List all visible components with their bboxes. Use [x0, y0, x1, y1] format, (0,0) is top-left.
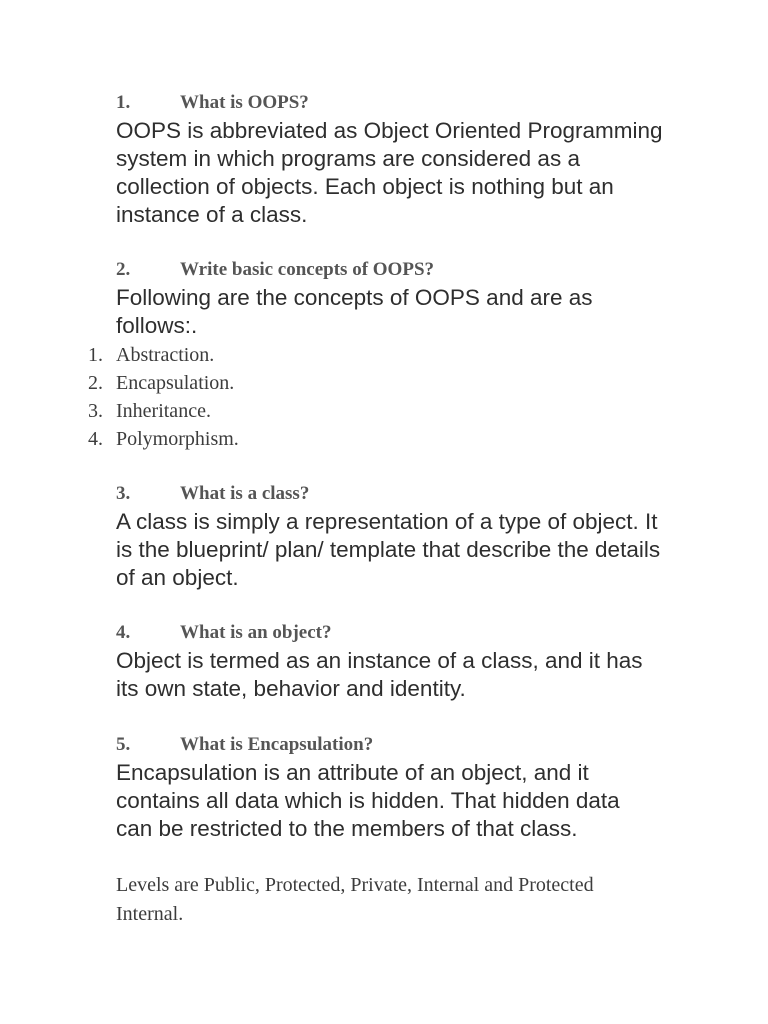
question-heading-1	[116, 92, 309, 114]
answer-paragraph-1: OOPS is abbreviated as Object Oriented Programming system in which programs are considered as a collection of objects. Each object is nothing but an instance of a class.	[116, 118, 663, 227]
list-marker: 2.	[88, 372, 103, 394]
list-marker: 3.	[88, 400, 103, 422]
question-text: What is Encapsulation?	[180, 734, 374, 755]
concepts-list	[88, 341, 239, 453]
list-item	[88, 341, 239, 369]
list-item	[88, 397, 239, 425]
question-number: 1.	[116, 92, 131, 113]
list-item-text: Encapsulation.	[116, 372, 235, 394]
answer-paragraph-2: Following are the concepts of OOPS and are as follows:.	[116, 285, 593, 338]
answer-paragraph-4: Object is termed as an instance of a class, and it has its own state, behavior and identity.	[116, 648, 643, 701]
access-levels-note: Levels are Public, Protected, Private, Internal and Protected Internal.	[116, 874, 594, 925]
list-item	[88, 369, 239, 397]
question-text: Write basic concepts of OOPS?	[180, 259, 435, 280]
question-number: 3.	[116, 483, 131, 504]
list-marker: 4.	[88, 428, 103, 450]
question-heading-2	[116, 259, 434, 281]
question-text: What is OOPS?	[180, 92, 309, 113]
list-marker: 1.	[88, 344, 103, 366]
answer-paragraph-3: A class is simply a representation of a type of object. It is the blueprint/ plan/ template that describe the details of an object.	[116, 509, 661, 590]
question-number: 2.	[116, 259, 131, 280]
question-heading-4	[116, 622, 331, 644]
question-text: What is a class?	[180, 483, 310, 504]
question-number: 5.	[116, 734, 131, 755]
question-number: 4.	[116, 622, 131, 643]
question-heading-5	[116, 734, 373, 756]
list-item-text: Inheritance.	[116, 400, 211, 422]
question-heading-3	[116, 483, 309, 505]
answer-paragraph-5: Encapsulation is an attribute of an object, and it contains all data which is hidden. That hidden data can be restricted to the members of that class.	[116, 760, 620, 841]
list-item-text: Polymorphism.	[116, 428, 239, 450]
list-item	[88, 425, 239, 453]
question-text: What is an object?	[180, 622, 332, 643]
list-item-text: Abstraction.	[116, 344, 215, 366]
